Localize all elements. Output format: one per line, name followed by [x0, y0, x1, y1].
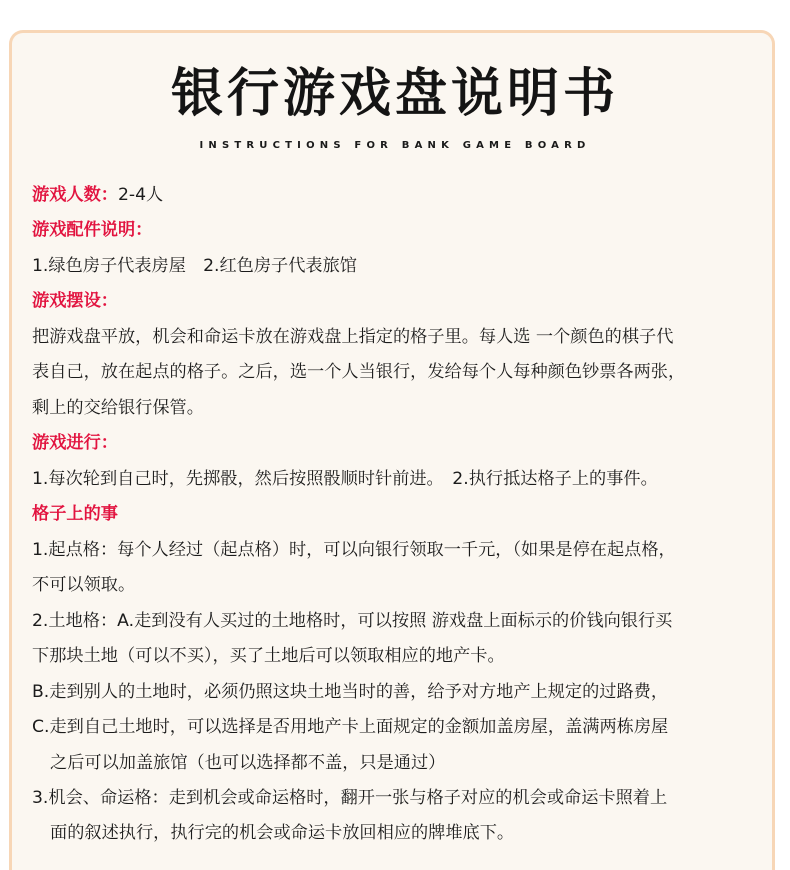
play-heading: 游戏进行： — [32, 433, 118, 453]
page-title: 银行游戏盘说明书 — [170, 64, 619, 124]
setup-line: 剩上的交给银行保管。 — [32, 398, 204, 418]
cells-line: 2.土地格：A.走到没有人买过的土地格时，可以按照 游戏盘上面标示的价钱向银行买 — [32, 611, 673, 631]
setup-line: 表自己，放在起点的格子。之后，选一个人当银行，发给每个人每种颜色钞票各两张， — [32, 362, 686, 382]
play-line: 1.每次轮到自己时，先掷骰，然后按照骰顺时针前进。 2.执行抵达格子上的事件。 — [32, 469, 658, 489]
cells-heading: 格子上的事 — [32, 504, 118, 524]
setup-heading: 游戏摆设： — [32, 291, 118, 311]
players-value: 2-4人 — [117, 185, 164, 205]
cells-line: 不可以领取。 — [32, 575, 136, 595]
instruction-card — [9, 30, 775, 870]
setup-line: 把游戏盘平放，机会和命运卡放在游戏盘上指定的格子里。每人选 一个颜色的棋子代 — [32, 327, 674, 347]
cells-line: 之后可以加盖旅馆（也可以选择都不盖，只是通过） — [50, 753, 446, 773]
parts-heading: 游戏配件说明： — [32, 220, 153, 240]
cells-line: 1.起点格：每个人经过（起点格）时，可以向银行领取一千元，（如果是停在起点格， — [32, 540, 676, 560]
cells-line: 下那块土地（可以不买），买了土地后可以领取相应的地产卡。 — [32, 646, 505, 666]
cells-line: 面的叙述执行，执行完的机会或命运卡放回相应的牌堆底下。 — [50, 823, 515, 843]
cells-line: 3.机会、命运格：走到机会或命运格时，翻开一张与格子对应的机会或命运卡照着上 — [32, 788, 668, 808]
players-line — [32, 183, 163, 207]
cells-line: C.走到自己土地时，可以选择是否用地产卡上面规定的金额加盖房屋，盖满两栋房屋 — [32, 717, 669, 737]
cells-line: B.走到别人的土地时，必须仍照这块土地当时的善，给予对方地产上规定的过路费， — [32, 682, 669, 702]
parts-line: 1.绿色房子代表房屋 2.红色房子代表旅馆 — [32, 256, 357, 276]
players-label: 游戏人数： — [32, 185, 118, 205]
page-subtitle: INSTRUCTIONS FOR BANK GAME BOARD — [199, 140, 591, 151]
